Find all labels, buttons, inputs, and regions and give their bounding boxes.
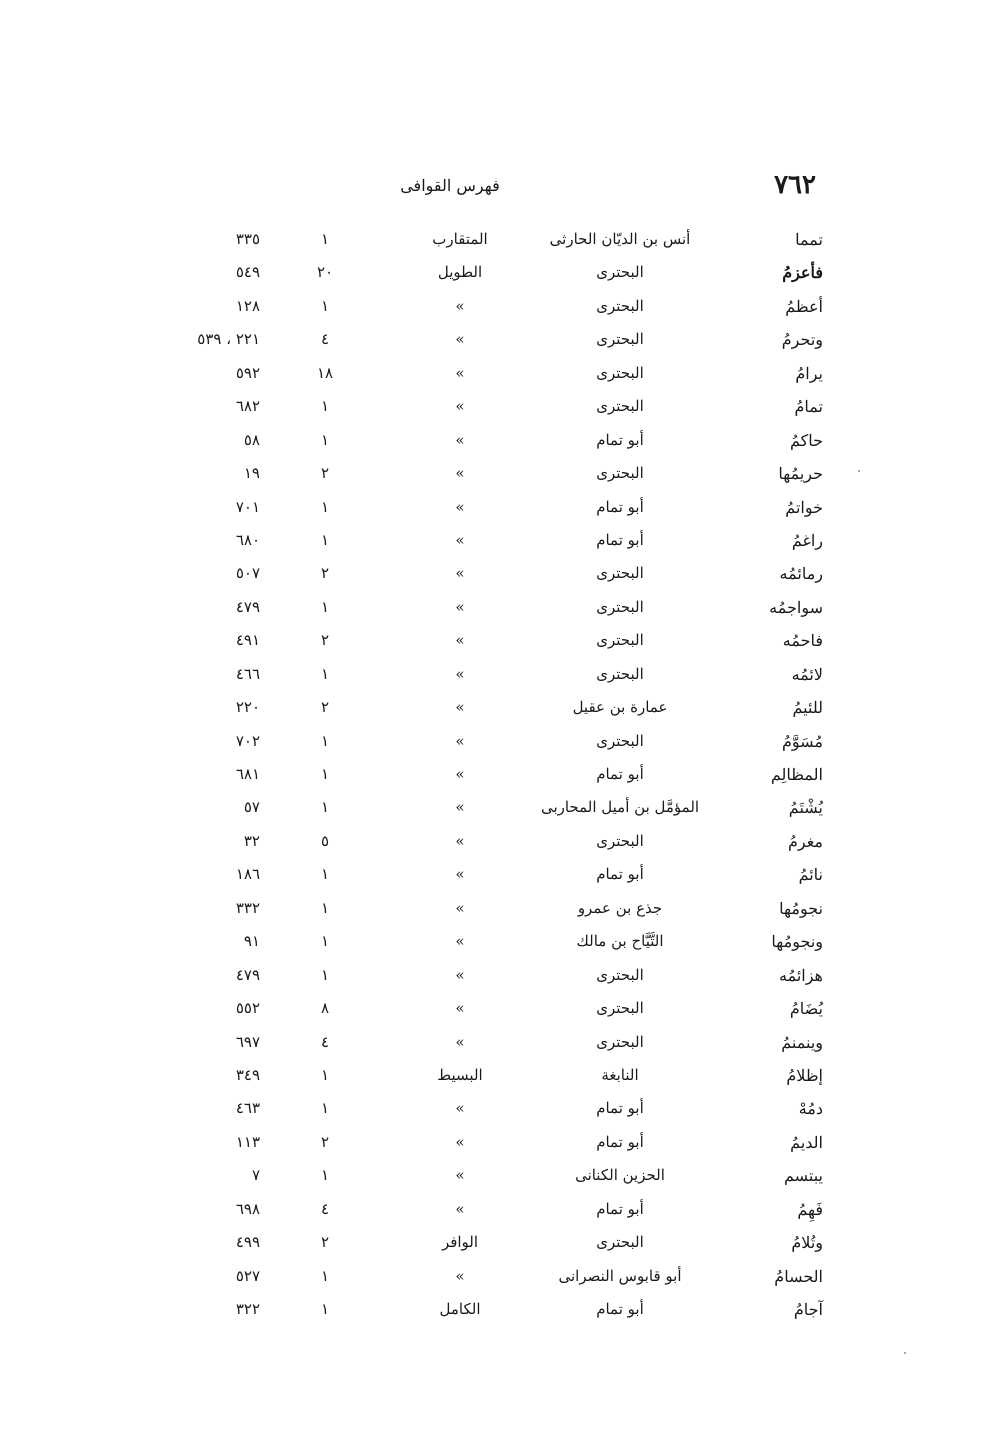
meter-cell: »: [455, 296, 465, 315]
table-row: [0, 1229, 1005, 1262]
table-row: [0, 761, 1005, 794]
verse-count-cell: ١: [320, 597, 330, 616]
page-ref-cell: ١٨٦: [235, 865, 260, 884]
page-speck: [904, 1352, 906, 1354]
poet-cell: النابغة: [601, 1065, 639, 1084]
table-row: [0, 1095, 1005, 1128]
page-number: ٧٦٢: [774, 170, 816, 200]
table-row: [0, 494, 1005, 527]
meter-cell: الكامل: [439, 1300, 481, 1318]
page-title: فهرس القوافى: [400, 176, 500, 195]
page-ref-cell: ٥٨: [243, 430, 260, 449]
table-row: [0, 728, 1005, 761]
verse-count-cell: ٤: [320, 1199, 330, 1218]
meter-cell: »: [455, 731, 465, 750]
page-ref-cell: ٤٦٦: [235, 664, 260, 683]
verse-count-cell: ١: [320, 898, 330, 917]
table-row: [0, 1196, 1005, 1229]
table-row: [0, 1062, 1005, 1095]
verse-count-cell: ٢: [320, 564, 330, 583]
poet-cell: أبو تمام: [596, 1300, 644, 1318]
table-row: [0, 226, 1005, 259]
rhyme-cell: إظلامُ: [786, 1065, 823, 1085]
meter-cell: »: [455, 965, 465, 984]
rhyme-cell: تمامُ: [794, 397, 823, 417]
table-row: [0, 594, 1005, 627]
poet-cell: البحترى: [596, 1233, 644, 1252]
rhyme-cell: حاكمُ: [789, 430, 823, 450]
rhyme-cell: فأعزمُ: [782, 263, 823, 283]
poet-cell: أبو تمام: [596, 1099, 644, 1118]
poet-cell: عمارة بن عقيل: [572, 698, 668, 717]
rhyme-cell: دمُهْ: [798, 1099, 823, 1119]
verse-count-cell: ١: [320, 965, 330, 984]
table-row: [0, 627, 1005, 660]
verse-count-cell: ١: [320, 1300, 330, 1318]
page-ref-cell: ٥٤٩: [235, 263, 260, 282]
verse-count-cell: ٤: [320, 330, 330, 349]
verse-count-cell: ١: [320, 497, 330, 516]
table-row: [0, 1263, 1005, 1296]
meter-cell: »: [455, 564, 465, 583]
meter-cell: »: [455, 664, 465, 683]
table-row: [0, 427, 1005, 460]
verse-count-cell: ١: [320, 397, 330, 416]
meter-cell: الوافر: [441, 1233, 479, 1252]
table-row: [0, 527, 1005, 560]
verse-count-cell: ١: [320, 1266, 330, 1285]
poet-cell: البحترى: [596, 831, 644, 850]
meter-cell: البسيط: [437, 1065, 483, 1084]
page-ref-cell: ٧٠١: [235, 497, 260, 516]
verse-count-cell: ١٨: [316, 363, 334, 382]
page-ref-cell: ٢٢١ ، ٥٣٩: [197, 330, 260, 349]
page-ref-cell: ٦٨٢: [235, 397, 260, 416]
verse-count-cell: ١: [320, 1065, 330, 1084]
rhyme-cell: وينمنمُ: [781, 1032, 823, 1052]
meter-cell: »: [455, 597, 465, 616]
table-row: [0, 928, 1005, 961]
page-ref-cell: ٦٩٧: [235, 1032, 260, 1051]
meter-cell: »: [455, 1166, 465, 1185]
meter-cell: »: [455, 865, 465, 884]
meter-cell: »: [455, 932, 465, 951]
poet-cell: البحترى: [596, 296, 644, 315]
meter-cell: »: [455, 330, 465, 349]
rhyme-cell: هزائمُه: [779, 965, 823, 985]
rhyme-cell: يرامُ: [795, 363, 823, 383]
meter-cell: »: [455, 363, 465, 382]
verse-count-cell: ٢٠: [316, 263, 334, 282]
page-ref-cell: ٧٠٢: [235, 731, 260, 750]
poet-cell: البحترى: [596, 397, 644, 416]
meter-cell: »: [455, 1032, 465, 1051]
page-ref-cell: ٦٩٨: [235, 1199, 260, 1218]
page-ref-cell: ٥٧: [243, 798, 260, 817]
meter-cell: »: [455, 1199, 465, 1218]
verse-count-cell: ١: [320, 296, 330, 315]
page-ref-cell: ١٩: [243, 464, 260, 483]
rhyme-cell: آجامُ: [793, 1300, 823, 1319]
page-ref-cell: ٣٣٢: [235, 898, 260, 917]
page-ref-cell: ٣٣٥: [235, 230, 260, 248]
page-speck: [858, 470, 860, 472]
verse-count-cell: ١: [320, 865, 330, 884]
verse-count-cell: ٢: [320, 698, 330, 717]
table-row: [0, 661, 1005, 694]
page-ref-cell: ٩١: [243, 932, 260, 951]
verse-count-cell: ١: [320, 798, 330, 817]
meter-cell: »: [455, 497, 465, 516]
poet-cell: البحترى: [596, 664, 644, 683]
meter-cell: »: [455, 999, 465, 1018]
rhyme-cell: خواتمُ: [785, 497, 823, 517]
page-ref-cell: ٥٢٧: [235, 1266, 260, 1285]
poet-cell: المؤمَّل بن أميل المحاربى: [540, 798, 700, 817]
table-row: [0, 895, 1005, 928]
verse-count-cell: ١: [320, 765, 330, 783]
rhyme-cell: لائمُه: [791, 664, 823, 684]
table-row: [0, 259, 1005, 292]
table-row: [0, 828, 1005, 861]
verse-count-cell: ٨: [320, 999, 330, 1018]
table-row: [0, 393, 1005, 426]
table-row: [0, 1129, 1005, 1162]
table-row: [0, 326, 1005, 359]
meter-cell: »: [455, 397, 465, 416]
poet-cell: البحترى: [596, 965, 644, 984]
rhyme-cell: مُسَوَّمُ: [781, 731, 823, 751]
meter-cell: »: [455, 1266, 465, 1285]
verse-count-cell: ١: [320, 1099, 330, 1118]
verse-count-cell: ٢: [320, 1233, 330, 1252]
poet-cell: البحترى: [596, 564, 644, 583]
table-row: [0, 995, 1005, 1028]
page-ref-cell: ١٢٨: [235, 296, 260, 315]
verse-count-cell: ١: [320, 664, 330, 683]
meter-cell: »: [455, 765, 465, 783]
page-ref-cell: ٤٧٩: [235, 965, 260, 984]
rhyme-cell: أعظمُ: [785, 296, 823, 316]
table-row: [0, 460, 1005, 493]
poet-cell: أبو تمام: [596, 765, 644, 783]
poet-cell: أبو تمام: [596, 1132, 644, 1151]
rhyme-cell: فَهِمُ: [797, 1199, 823, 1219]
rhyme-cell: يُضَامُ: [789, 999, 823, 1019]
poet-cell: أبو تمام: [596, 865, 644, 884]
poet-cell: أبو تمام: [596, 497, 644, 516]
meter-cell: الطويل: [437, 263, 483, 282]
meter-cell: »: [455, 1099, 465, 1118]
rhyme-cell: نائمُ: [798, 865, 823, 885]
rhyme-cell: تمما: [795, 230, 823, 249]
table-row: [0, 794, 1005, 827]
verse-count-cell: ٢: [320, 1132, 330, 1151]
rhyme-cell: وتُلامُ: [791, 1233, 823, 1253]
page-ref-cell: ٧: [251, 1166, 260, 1185]
table-row: [0, 293, 1005, 326]
rhyme-cell: حريمُها: [778, 464, 823, 484]
poet-cell: البحترى: [596, 631, 644, 650]
page-ref-cell: ٣٢٢: [235, 1300, 260, 1318]
meter-cell: »: [455, 798, 465, 817]
rhyme-cell: فاحمُه: [782, 631, 823, 651]
poet-cell: البحترى: [596, 597, 644, 616]
table-row: [0, 1029, 1005, 1062]
page-ref-cell: ٢٢٠: [235, 698, 260, 717]
page-ref-cell: ٥٥٢: [235, 999, 260, 1018]
rhyme-cell: مغرمُ: [787, 831, 823, 851]
rhyme-cell: سواجمُه: [769, 597, 823, 617]
page-ref-cell: ١١٣: [235, 1132, 260, 1151]
rhyme-cell: المظالِم: [770, 765, 823, 784]
meter-cell: المتقارب: [432, 230, 488, 248]
table-row: [0, 360, 1005, 393]
verse-count-cell: ٢: [320, 464, 330, 483]
verse-count-cell: ١: [320, 1166, 330, 1185]
poet-cell: أبو قابوس النصرانى: [558, 1266, 682, 1285]
table-row: [0, 1296, 1005, 1329]
rhyme-cell: للئيمُ: [792, 698, 823, 718]
meter-cell: »: [455, 831, 465, 850]
page-ref-cell: ٦٨٠: [235, 530, 260, 549]
verse-count-cell: ١: [320, 430, 330, 449]
poet-cell: أنس بن الديّان الحارثى: [549, 230, 691, 248]
table-row: [0, 560, 1005, 593]
table-row: [0, 694, 1005, 727]
rhyme-cell: رمائمُه: [779, 564, 823, 584]
poet-cell: البحترى: [596, 731, 644, 750]
poet-cell: البحترى: [596, 330, 644, 349]
page-ref-cell: ٤٩١: [235, 631, 260, 650]
poet-cell: التَّيَّاح بن مالك: [576, 932, 664, 951]
rhyme-cell: الحسامُ: [774, 1266, 823, 1286]
poet-cell: البحترى: [596, 464, 644, 483]
rhyme-cell: وتحرمُ: [781, 330, 823, 350]
poet-cell: البحترى: [596, 999, 644, 1018]
page-ref-cell: ٣٤٩: [235, 1065, 260, 1084]
poet-cell: البحترى: [596, 363, 644, 382]
poet-cell: جذع بن عمرو: [577, 898, 663, 917]
poet-cell: أبو تمام: [596, 530, 644, 549]
page-ref-cell: ٤٩٩: [235, 1233, 260, 1252]
rhyme-cell: نجومُها: [779, 898, 823, 918]
meter-cell: »: [455, 464, 465, 483]
verse-count-cell: ١: [320, 932, 330, 951]
rhyme-cell: راغمُ: [791, 530, 823, 550]
table-row: [0, 1162, 1005, 1195]
rhyme-cell: ونجومُها: [771, 932, 823, 952]
verse-count-cell: ٤: [320, 1032, 330, 1051]
rhyme-cell: الديمُ: [790, 1132, 823, 1152]
meter-cell: »: [455, 530, 465, 549]
page-ref-cell: ٤٦٣: [235, 1099, 260, 1118]
meter-cell: »: [455, 898, 465, 917]
poet-cell: أبو تمام: [596, 430, 644, 449]
verse-count-cell: ١: [320, 731, 330, 750]
meter-cell: »: [455, 698, 465, 717]
page-ref-cell: ٦٨١: [235, 765, 260, 783]
page-ref-cell: ٥٩٢: [235, 363, 260, 382]
page-ref-cell: ٣٢: [243, 831, 260, 850]
page-ref-cell: ٥٠٧: [235, 564, 260, 583]
poet-cell: البحترى: [596, 263, 644, 282]
poet-cell: الحزين الكنانى: [575, 1166, 665, 1185]
table-row: [0, 962, 1005, 995]
table-row: [0, 861, 1005, 894]
rhyme-cell: يبتسم: [783, 1166, 823, 1186]
rhyme-index-table: [0, 226, 1005, 1329]
meter-cell: »: [455, 430, 465, 449]
meter-cell: »: [455, 631, 465, 650]
rhyme-cell: يُشْتَمُ: [788, 798, 823, 818]
poet-cell: أبو تمام: [596, 1199, 644, 1218]
meter-cell: »: [455, 1132, 465, 1151]
verse-count-cell: ٢: [320, 631, 330, 650]
page-ref-cell: ٤٧٩: [235, 597, 260, 616]
verse-count-cell: ٥: [320, 831, 330, 850]
poet-cell: البحترى: [596, 1032, 644, 1051]
verse-count-cell: ١: [320, 230, 330, 248]
verse-count-cell: ١: [320, 530, 330, 549]
